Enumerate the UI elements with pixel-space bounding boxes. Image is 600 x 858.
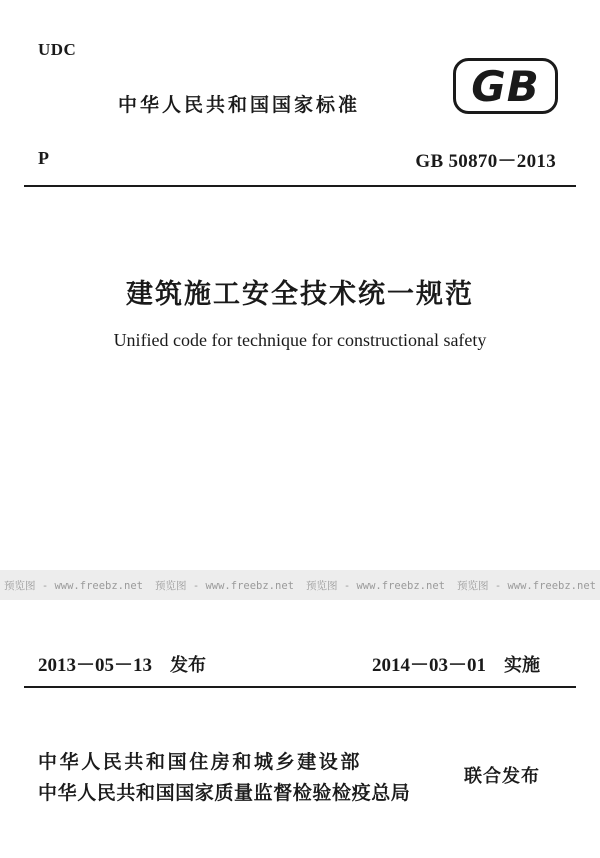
top-divider: [24, 185, 576, 187]
watermark-text: 预览图 - www.freebz.net: [155, 580, 294, 592]
publisher-1: 中华人民共和国住房和城乡建设部: [38, 751, 363, 773]
gb-logo: [453, 58, 558, 114]
issue-date: 2013－05－13: [38, 655, 153, 676]
watermark-text: 预览图 - www.freebz.net: [306, 580, 445, 592]
implement-date-block: [372, 650, 540, 677]
joint-publish-label: 联合发布: [464, 766, 540, 787]
classification-code: P: [38, 148, 49, 168]
udc-label: UDC: [38, 40, 77, 59]
implement-date: 2014－03－01: [371, 655, 486, 676]
watermark-text: 预览图 - www.freebz.net: [457, 580, 596, 592]
implement-label: 实施: [504, 655, 540, 676]
standard-number: GB 50870－2013: [415, 151, 556, 172]
title-english: Unified code for technique for constructional safety: [113, 330, 487, 350]
issue-label: 发布: [170, 655, 207, 676]
issue-date-block: [38, 650, 206, 677]
gb-logo-text: GB: [471, 62, 540, 111]
bottom-divider: [24, 686, 576, 688]
watermark-text: 预览图 - www.freebz.net: [4, 580, 143, 592]
watermark-band: [0, 570, 600, 600]
publisher-2: 中华人民共和国国家质量监督检验检疫总局: [38, 782, 411, 804]
title-chinese: 建筑施工安全技术统一规范: [126, 279, 474, 310]
standard-type: 中华人民共和国国家标准: [118, 94, 361, 116]
